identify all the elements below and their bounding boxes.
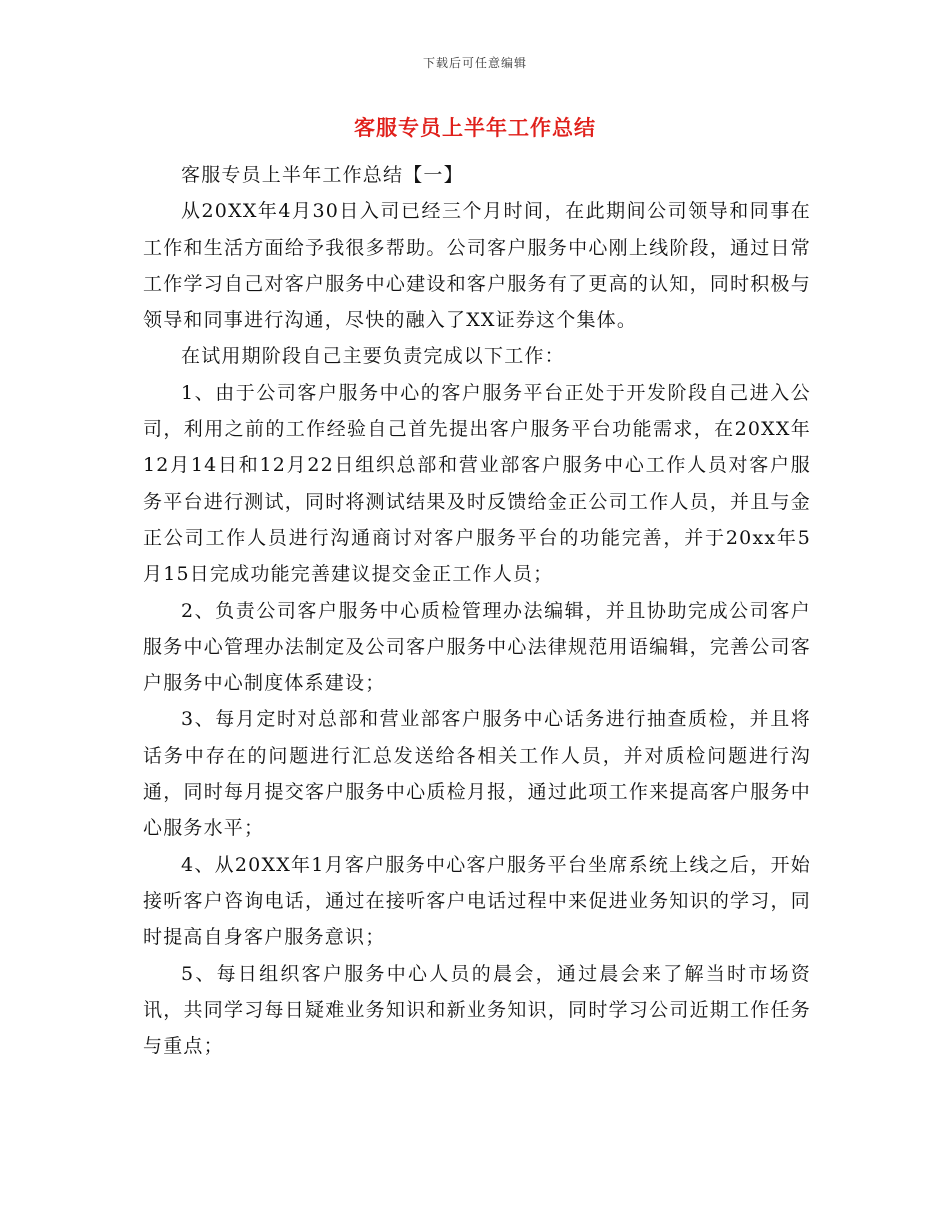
paragraph-item-4: 4、从20XX年1月客户服务中心客户服务平台坐席系统上线之后，开始接听客户咨询电话，通过在接听客户电话过程中来促进业务知识的学习，同时提高自身客户服务意识；: [143, 853, 811, 949]
paragraph-item-3: 3、每月定时对总部和营业部客户服务中心话务进行抽查质检，并且将话务中存在的问题进行汇总发送给各相关工作人员，并对质检问题进行沟通，同时每月提交客户服务中心质检月报，通过此项工作来提高客户服务中心服务水平；: [143, 708, 811, 840]
header-note: 下载后可任意编辑: [422, 56, 527, 70]
section-heading: 客服专员上半年工作总结【一】: [181, 164, 464, 186]
paragraph-item-5: 5、每日组织客户服务中心人员的晨会，通过晨会来了解当时市场资讯，共同学习每日疑难业务知识和新业务知识，同时学习公司近期工作任务与重点；: [143, 962, 811, 1058]
paragraph-work-intro: 在试用期阶段自己主要负责完成以下工作：: [181, 345, 565, 368]
paragraph-intro: 从20XX年4月30日入司已经三个月时间，在此期间公司领导和同事在工作和生活方面给予我很多帮助。公司客户服务中心刚上线阶段，通过日常工作学习自己对客户服务中心建设和客户服务有了更高的认知，同时积极与领导和同事进行沟通，尽快的融入了XX证券这个集体。: [143, 200, 811, 332]
document-body: [143, 157, 811, 1064]
paragraph-item-1: 1、由于公司客户服务中心的客户服务平台正处于开发阶段自己进入公司，利用之前的工作经验自己首先提出客户服务平台功能需求，在20XX年12月14日和12月22日组织总部和营业部客户服务中心工作人员对客户服务平台进行测试，同时将测试结果及时反馈给金正公司工作人员，并且与金正公司工作人员进行沟通商讨对客户服务平台的功能完善，并于20xx年5月15日完成功能完善建议提交金正工作人员；: [143, 381, 811, 586]
paragraph-item-2: 2、负责公司客户服务中心质检管理办法编辑，并且协助完成公司客户服务中心管理办法制定及公司客户服务中心法律规范用语编辑，完善公司客户服务中心制度体系建设；: [143, 599, 811, 695]
document-title: 客服专员上半年工作总结: [354, 115, 596, 140]
